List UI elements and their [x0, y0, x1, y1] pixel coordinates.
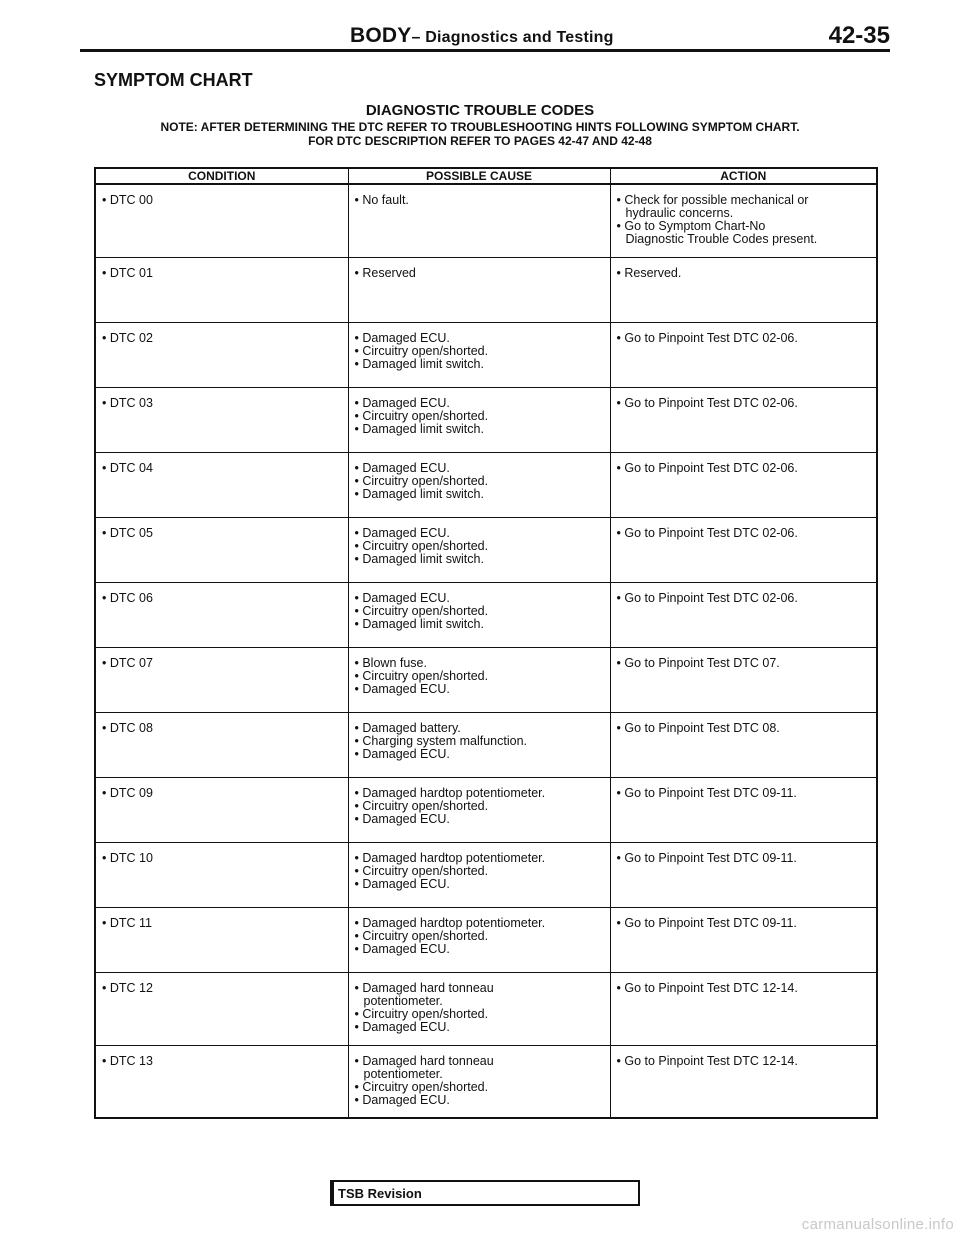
note-line: FOR DTC DESCRIPTION REFER TO PAGES 42-47 AND 42-48 [308, 134, 652, 148]
action-cell [610, 907, 877, 972]
cell-line: • DTC 05 [102, 525, 153, 540]
possible-cause-cell [348, 972, 610, 1045]
cell-line: • Circuitry open/shorted. [354, 343, 489, 358]
cell-line: • Go to Pinpoint Test DTC 02-06. [616, 395, 798, 410]
action-cell [610, 322, 877, 387]
cell-line: • Damaged hardtop potentiometer. [354, 915, 546, 930]
cell-line: • DTC 07 [102, 655, 153, 670]
possible-cause-cell [348, 1045, 610, 1118]
cell-line: • Circuitry open/shorted. [354, 538, 489, 553]
condition-cell [95, 907, 348, 972]
cell-line: • DTC 03 [102, 395, 153, 410]
cell-line: Diagnostic Trouble Codes present. [625, 232, 818, 246]
cell-line: • Damaged hard tonneau [354, 1053, 494, 1068]
condition-cell [95, 972, 348, 1045]
cell-line: • DTC 01 [102, 265, 153, 280]
cell-line: • Damaged battery. [354, 720, 461, 735]
action-cell [610, 452, 877, 517]
possible-cause-cell [348, 322, 610, 387]
table-row [95, 517, 877, 582]
column-header-condition: CONDITION [95, 168, 348, 184]
cell-line: • Damaged ECU. [354, 1092, 450, 1107]
header-subtitle: Diagnostics and Testing [425, 29, 614, 46]
cell-line: • Circuitry open/shorted. [354, 1079, 489, 1094]
table-heading: DIAGNOSTIC TROUBLE CODES [365, 102, 595, 119]
possible-cause-cell [348, 712, 610, 777]
table-row [95, 842, 877, 907]
action-cell [610, 712, 877, 777]
cell-line: • Circuitry open/shorted. [354, 473, 489, 488]
cell-line: • Go to Pinpoint Test DTC 12-14. [616, 1053, 798, 1068]
cell-line: • Circuitry open/shorted. [354, 1006, 489, 1021]
header-title [350, 24, 614, 48]
cell-line: • Go to Pinpoint Test DTC 02-06. [616, 525, 798, 540]
column-header-possible-cause: POSSIBLE CAUSE [348, 168, 610, 184]
table-row [95, 907, 877, 972]
cell-line: • DTC 11 [102, 915, 152, 930]
note [0, 120, 960, 148]
possible-cause-cell [348, 184, 610, 257]
action-cell [610, 1045, 877, 1118]
condition-cell [95, 647, 348, 712]
cell-line: • Go to Pinpoint Test DTC 09-11. [616, 850, 797, 865]
cell-line: hydraulic concerns. [625, 206, 734, 220]
table-row [95, 647, 877, 712]
condition-cell [95, 582, 348, 647]
cell-line: • Go to Pinpoint Test DTC 09-11. [616, 785, 797, 800]
cell-line: • Go to Pinpoint Test DTC 02-06. [616, 460, 798, 475]
page-number: 42-35 [828, 22, 890, 49]
header-dash: – [411, 29, 426, 46]
action-cell [610, 387, 877, 452]
cell-line: • Damaged ECU. [354, 590, 450, 605]
cell-line: • Charging system malfunction. [354, 733, 528, 748]
table-row [95, 582, 877, 647]
table-row [95, 184, 877, 257]
cell-line: • Damaged ECU. [354, 395, 450, 410]
cell-line: • Go to Pinpoint Test DTC 02-06. [616, 590, 798, 605]
table-row [95, 1045, 877, 1118]
symptom-chart-table [94, 167, 878, 1119]
condition-cell [95, 1045, 348, 1118]
cell-line: • DTC 08 [102, 720, 153, 735]
table-row [95, 452, 877, 517]
cell-line: • No fault. [354, 193, 409, 207]
possible-cause-cell [348, 907, 610, 972]
cell-line: • Reserved. [616, 265, 682, 280]
condition-cell [95, 452, 348, 517]
cell-line: • DTC 02 [102, 330, 153, 345]
cell-line: • Damaged limit switch. [354, 616, 484, 631]
cell-line: • Damaged hardtop potentiometer. [354, 850, 546, 865]
tsb-revision-label: TSB Revision [338, 1186, 422, 1201]
cell-line: • Go to Pinpoint Test DTC 02-06. [616, 330, 798, 345]
header-rule [80, 49, 890, 52]
tsb-revision-box [330, 1180, 640, 1206]
cell-line: potentiometer. [363, 993, 443, 1008]
cell-line: • Damaged ECU. [354, 460, 450, 475]
condition-cell [95, 712, 348, 777]
cell-line: • Damaged ECU. [354, 525, 450, 540]
cell-line: • Reserved [354, 265, 416, 280]
cell-line: • Damaged hard tonneau [354, 980, 494, 995]
column-header-action: ACTION [610, 168, 877, 184]
cell-line: • Circuitry open/shorted. [354, 798, 489, 813]
action-cell [610, 517, 877, 582]
watermark: carmanualsonline.info [801, 1216, 954, 1233]
cell-line: • Circuitry open/shorted. [354, 668, 489, 683]
cell-line: • Damaged limit switch. [354, 551, 484, 566]
header-section: BODY [350, 24, 412, 47]
condition-cell [95, 777, 348, 842]
cell-line: • DTC 04 [102, 460, 153, 475]
action-cell [610, 777, 877, 842]
possible-cause-cell [348, 647, 610, 712]
table-row [95, 777, 877, 842]
cell-line: potentiometer. [363, 1066, 443, 1081]
condition-cell [95, 322, 348, 387]
cell-line: • Go to Symptom Chart-No [616, 219, 766, 233]
cell-line: • Damaged ECU. [354, 811, 450, 826]
cell-line: • Circuitry open/shorted. [354, 603, 489, 618]
action-cell [610, 184, 877, 257]
cell-line: • Damaged ECU. [354, 681, 450, 696]
cell-line: • Circuitry open/shorted. [354, 863, 489, 878]
action-cell [610, 842, 877, 907]
cell-line: • DTC 09 [102, 785, 153, 800]
table-row [95, 972, 877, 1045]
cell-line: • Damaged ECU. [354, 1019, 450, 1034]
action-cell [610, 972, 877, 1045]
action-cell [610, 257, 877, 322]
cell-line: • Circuitry open/shorted. [354, 928, 489, 943]
cell-line: • Go to Pinpoint Test DTC 08. [616, 720, 780, 735]
condition-cell [95, 842, 348, 907]
action-cell [610, 582, 877, 647]
possible-cause-cell [348, 842, 610, 907]
table-header-row [95, 168, 877, 184]
cell-line: • Damaged hardtop potentiometer. [354, 785, 546, 800]
cell-line: • Circuitry open/shorted. [354, 408, 489, 423]
cell-line: • Damaged limit switch. [354, 356, 484, 371]
possible-cause-cell [348, 582, 610, 647]
section-title: SYMPTOM CHART [94, 70, 253, 90]
condition-cell [95, 257, 348, 322]
cell-line: • Go to Pinpoint Test DTC 09-11. [616, 915, 797, 930]
condition-cell [95, 517, 348, 582]
cell-line: • Damaged limit switch. [354, 486, 484, 501]
cell-line: • Damaged ECU. [354, 746, 450, 761]
cell-line: • Damaged ECU. [354, 941, 450, 956]
table-row [95, 322, 877, 387]
cell-line: • Go to Pinpoint Test DTC 07. [616, 655, 780, 670]
cell-line: • Blown fuse. [354, 655, 427, 670]
cell-line: • DTC 00 [102, 193, 153, 207]
possible-cause-cell [348, 777, 610, 842]
possible-cause-cell [348, 387, 610, 452]
condition-cell [95, 184, 348, 257]
possible-cause-cell [348, 517, 610, 582]
page-header [100, 22, 890, 50]
action-cell [610, 647, 877, 712]
possible-cause-cell [348, 452, 610, 517]
cell-line: • DTC 12 [102, 980, 153, 995]
cell-line: • Damaged ECU. [354, 876, 450, 891]
table-row [95, 387, 877, 452]
cell-line: • Go to Pinpoint Test DTC 12-14. [616, 980, 798, 995]
cell-line: • Damaged ECU. [354, 330, 450, 345]
condition-cell [95, 387, 348, 452]
cell-line: • DTC 06 [102, 590, 153, 605]
cell-line: • DTC 10 [102, 850, 153, 865]
table-row [95, 257, 877, 322]
note-line: NOTE: AFTER DETERMINING THE DTC REFER TO TROUBLESHOOTING HINTS FOLLOWING SYMPTOM CHART. [160, 120, 800, 134]
cell-line: • DTC 13 [102, 1053, 153, 1068]
cell-line: • Check for possible mechanical or [616, 193, 809, 207]
table-row [95, 712, 877, 777]
cell-line: • Damaged limit switch. [354, 421, 484, 436]
possible-cause-cell [348, 257, 610, 322]
